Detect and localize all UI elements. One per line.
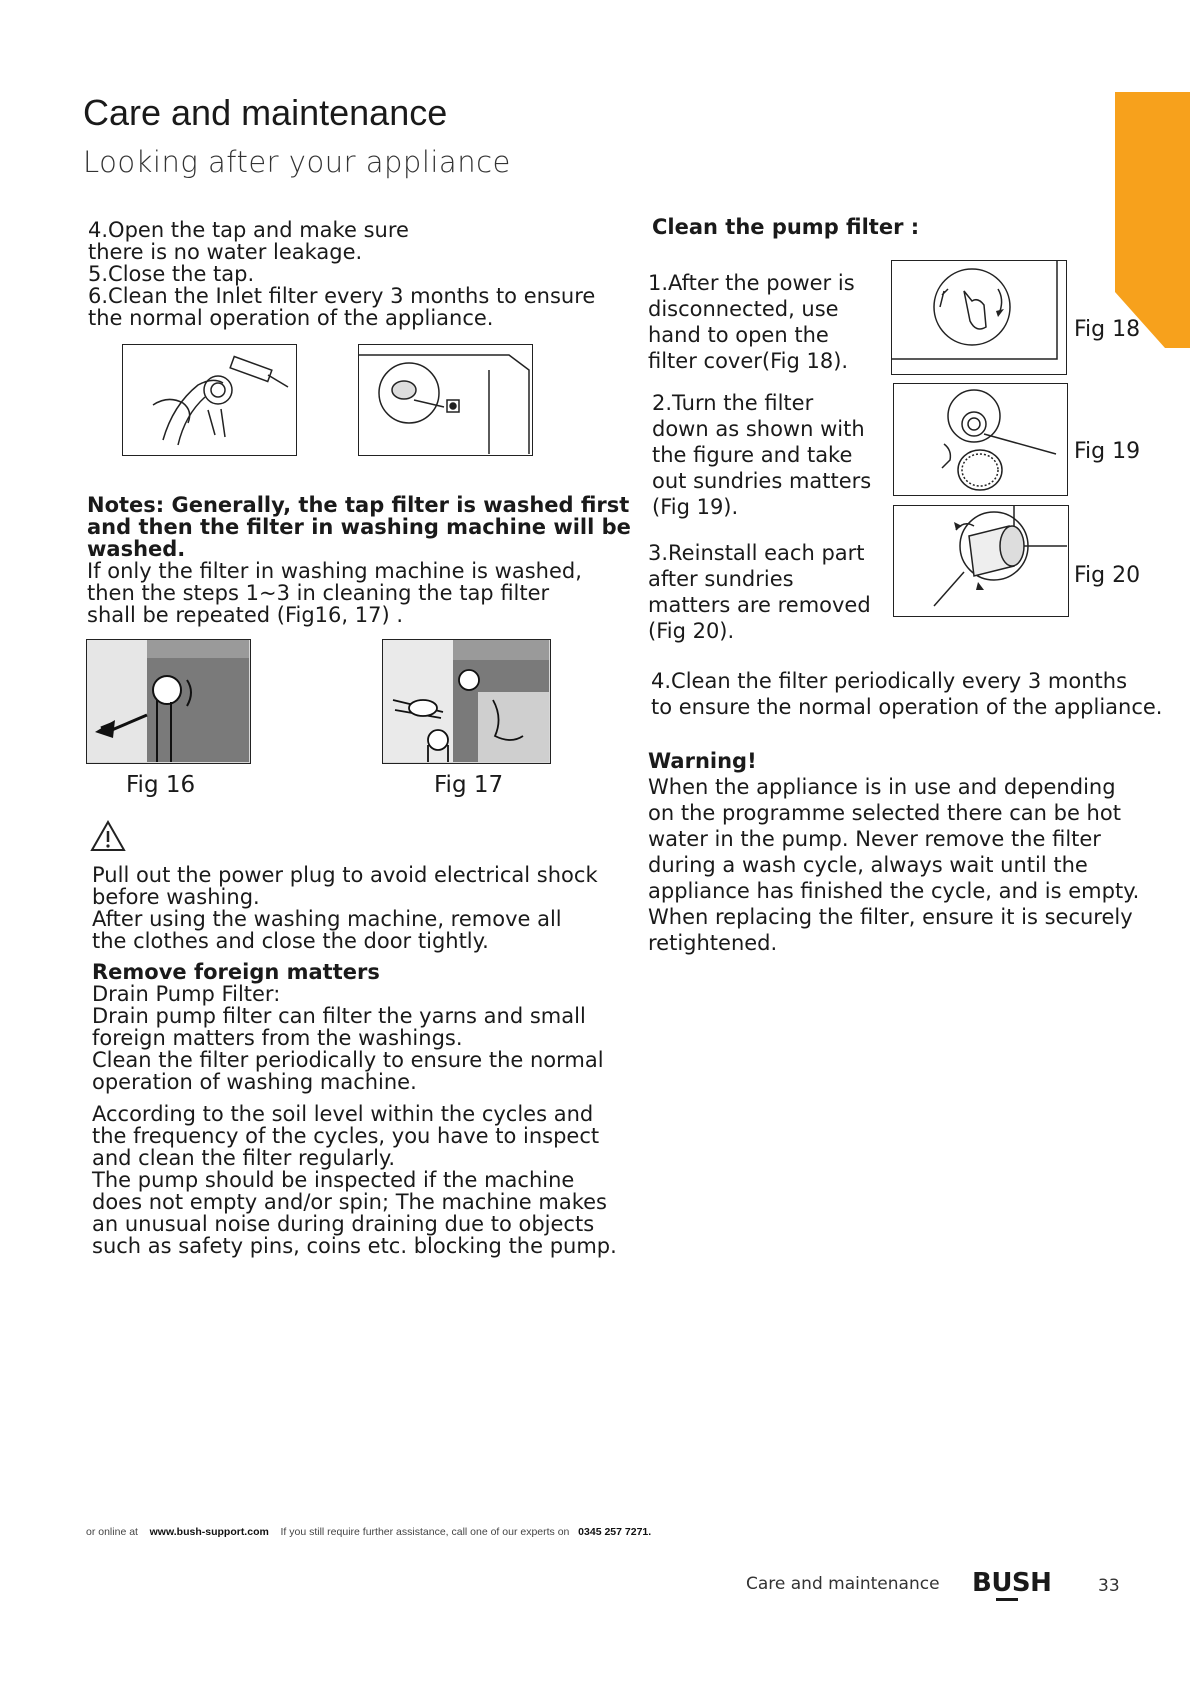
fig16-illustration (86, 639, 251, 764)
support-phone: 0345 257 7271. (578, 1526, 652, 1538)
hot-water-warning: Warning! When the appliance is in use and depending on the programme selected there can be hot water in the pump. Never remove the filter during a wash cycle, always wait until the appliance has finished the cycle, and is empty. When replacing the filter, ensure it is securely retightened. (648, 749, 1140, 955)
support-note: or online at www.bush-support.com If you still require further assistance, call one of our experts on 0345 257 7271. (86, 1526, 652, 1538)
page-subtitle: Looking after your appliance (83, 145, 511, 179)
brand-logo: BUSH (972, 1568, 1051, 1598)
remove-foreign-heading: Remove foreign matters (92, 960, 380, 984)
inlet-filter-illustration (358, 344, 533, 456)
pump-step-2: 2.Turn the filter down as shown with the figure and take out sundries matters (Fig 19). (652, 391, 872, 519)
tap-steps: 4.Open the tap and make sure there is no water leakage. 5.Close the tap. 6.Clean the Inlet filter every 3 months to ensure the normal operation of the appliance. (88, 218, 596, 330)
pump-step-3: 3.Reinstall each part after sundries matters are removed (Fig 20). (648, 541, 871, 643)
fig17-illustration (382, 639, 551, 764)
page-number: 33 (1098, 1576, 1120, 1596)
pump-step-1: 1.After the power is disconnected, use hand to open the filter cover(Fig 18). (648, 271, 855, 373)
fig16-label: Fig 16 (126, 772, 196, 798)
fig18-illustration (891, 260, 1067, 375)
fig17-label: Fig 17 (434, 772, 504, 798)
pump-step-4: 4.Clean the filter periodically every 3 months to ensure the normal operation of the appliance. (651, 669, 1163, 719)
fig18-label: Fig 18 (1074, 317, 1141, 342)
fig20-label: Fig 20 (1074, 563, 1141, 588)
support-url[interactable]: www.bush-support.com (149, 1526, 269, 1538)
tap-filter-brush-illustration (122, 344, 297, 456)
notes: Notes: Generally, the tap filter is washed first and then the filter in washing machine will be washed. If only the filter in washing machine is washed, then the steps 1~3 in cleaning the tap filter shall be repeated (Fig16, 17) . (87, 493, 631, 627)
fig20-illustration (893, 505, 1069, 617)
safety-instructions: Pull out the power plug to avoid electrical shock before washing. After using the washing machine, remove all the clothes and close the door tightly. (92, 863, 598, 953)
footer-section-title: Care and maintenance (746, 1574, 940, 1594)
pump-filter-heading: Clean the pump filter : (652, 215, 920, 239)
inspection-text: According to the soil level within the cycles and the frequency of the cycles, you have to inspect and clean the filter regularly. The pump should be inspected if the machine does not empty and/or spin; The machine makes an unusual noise during draining due to objects such as safety pins, coins etc. blocking the pump. (92, 1102, 617, 1258)
fig19-label: Fig 19 (1074, 439, 1141, 464)
page-title: Care and maintenance (83, 92, 448, 133)
section-tab (1115, 92, 1190, 348)
fig19-illustration (893, 383, 1068, 496)
warning-heading: Warning! (648, 749, 757, 773)
remove-foreign-matters: Remove foreign matters Drain Pump Filter: Drain pump filter can filter the yarns and small foreign matters from the washings. Clean the filter periodically to ensure the normal operation of washing machine. (92, 960, 604, 1094)
warning-icon (90, 820, 126, 852)
